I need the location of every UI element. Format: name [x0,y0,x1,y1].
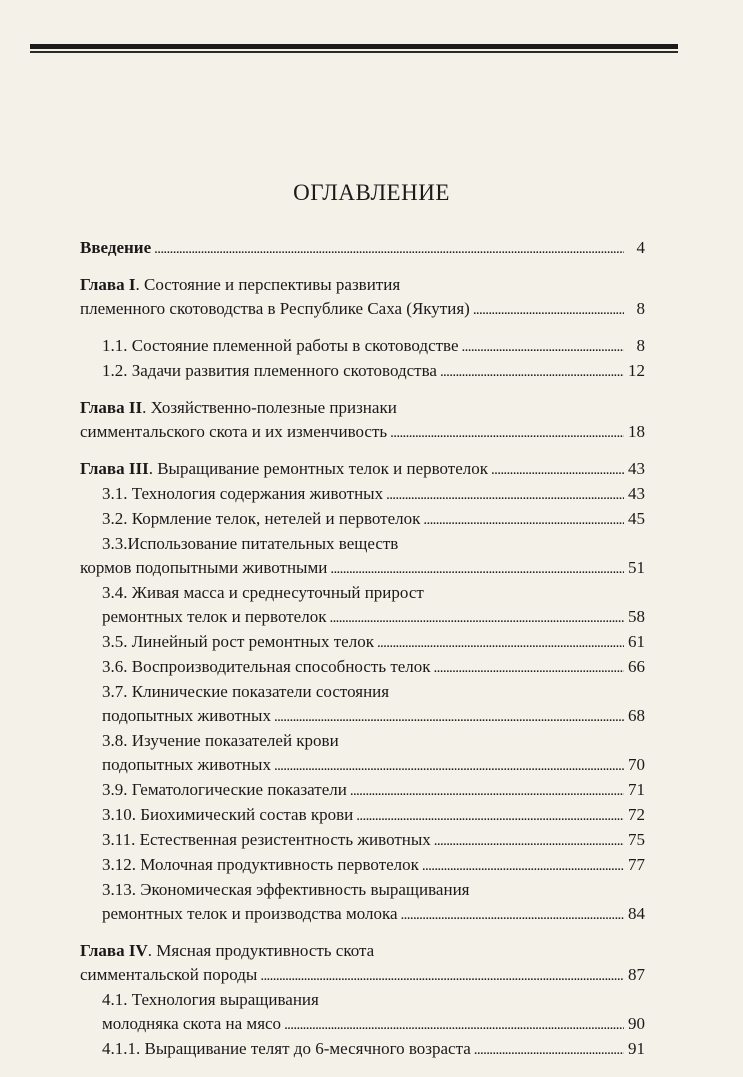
toc-entry-bold: Глава II [80,398,143,417]
toc-entry-text: ремонтных телок и первотелок [102,607,327,626]
toc-page-number: 91 [628,1039,645,1058]
toc-entry-text: ремонтных телок и производства молока [102,904,398,923]
toc-entry-bold: Глава I [80,275,136,294]
toc-entry-text: 4.1.1. Выращивание телят до 6-месячного возраста [102,1039,471,1058]
toc-page-number: 45 [628,509,645,528]
toc-entry-text: племенного скотоводства в Республике Саха (Якутия) [80,299,470,318]
dot-leader [330,556,624,581]
toc-entry-chapter-2[interactable] [80,396,645,445]
dot-leader [356,803,624,828]
toc-entry-text: подопытных животных [102,706,271,725]
toc-page-number: 43 [628,484,645,503]
toc-entry-text: симментальской породы [80,965,258,984]
toc-page-number: 18 [628,422,645,441]
toc-page-number: 72 [628,805,645,824]
toc-entry-text: . Выращивание ремонтных телок и первотелок [148,459,489,478]
dot-leader [434,655,624,680]
toc-page-number: 58 [628,607,645,626]
dot-leader [491,457,624,482]
toc-page-number: 70 [628,755,645,774]
toc-page-number: 43 [628,459,645,478]
toc-entry-3-4[interactable] [102,581,645,630]
toc-entry-3-9[interactable] [102,778,645,803]
toc-entry-1-2[interactable] [102,359,645,384]
toc-entry-3-5[interactable] [102,630,645,655]
toc-page-number: 8 [636,299,645,318]
toc-page-number: 90 [628,1014,645,1033]
toc-page-number: 84 [628,904,645,923]
dot-leader [434,828,624,853]
dot-leader [274,704,624,729]
toc-entry-text: . Состояние и перспективы развития [135,275,401,294]
toc-page-number: 77 [628,855,645,874]
toc-entry-1-1[interactable] [102,334,645,359]
toc-page-number: 51 [628,558,645,577]
toc-entry-text: . Мясная продуктивность скота [147,941,375,960]
toc-entry-chapter-1[interactable] [80,273,645,322]
toc-entry-text: 3.4. Живая масса и среднесуточный прирост [102,583,424,602]
toc-entry-text: 3.10. Биохимический состав крови [102,805,354,824]
toc-page-number: 68 [628,706,645,725]
toc-entry-chapter-4[interactable] [80,939,645,988]
dot-leader [377,630,624,655]
toc-page-number: 75 [628,830,645,849]
dot-leader [422,853,624,878]
table-of-contents [80,236,645,1062]
dot-leader [423,507,624,532]
header-rule-thin [30,51,678,53]
page-title: ОГЛАВЛЕНИЕ [293,180,450,205]
dot-leader [401,902,624,927]
toc-entry-text: симментальского скота и их изменчивость [80,422,388,441]
toc-entry-4-1-1[interactable] [102,1037,645,1062]
toc-entry-text: 3.3.Использование питательных веществ [102,534,399,553]
dot-leader [154,236,624,261]
toc-entry-text: 3.8. Изучение показателей крови [102,731,339,750]
toc-page-number: 61 [628,632,645,651]
toc-entry-3-13[interactable] [102,878,645,927]
toc-page-number: 87 [628,965,645,984]
toc-entry-3-1[interactable] [102,482,645,507]
toc-entry-text: 3.9. Гематологические показатели [102,780,347,799]
dot-leader [386,482,624,507]
toc-entry-intro[interactable] [80,236,645,261]
dot-leader [284,1012,624,1037]
toc-entry-3-8[interactable] [102,729,645,778]
toc-entry-text: 4.1. Технология выращивания [102,990,319,1009]
toc-entry-bold: Глава IV [80,941,148,960]
toc-entry-text: 3.12. Молочная продуктивность первотелок [102,855,419,874]
dot-leader [474,1037,624,1062]
toc-entry-chapter-3[interactable] [80,457,645,482]
dot-leader [274,753,624,778]
toc-entry-3-11[interactable] [102,828,645,853]
toc-entry-3-2[interactable] [102,507,645,532]
toc-page-number: 66 [628,657,645,676]
toc-entry-text: 3.7. Клинические показатели состояния [102,682,390,701]
dot-leader [462,334,624,359]
toc-page-number: 8 [636,336,645,355]
toc-entry-bold: Введение [80,238,152,257]
dot-leader [390,420,624,445]
toc-entry-text: подопытных животных [102,755,271,774]
toc-entry-text: 3.5. Линейный рост ремонтных телок [102,632,374,651]
toc-page-number: 12 [628,361,645,380]
toc-entry-3-12[interactable] [102,853,645,878]
toc-entry-text: 3.11. Естественная резистентность животных [102,830,431,849]
dot-leader [260,963,624,988]
toc-entry-3-10[interactable] [102,803,645,828]
toc-entry-3-6[interactable] [102,655,645,680]
dot-leader [350,778,624,803]
dot-leader [473,297,624,322]
toc-entry-4-1[interactable] [102,988,645,1037]
toc-entry-text: 3.6. Воспроизводительная способность телок [102,657,431,676]
toc-entry-text: . Хозяйственно-полезные признаки [142,398,397,417]
dot-leader [440,359,624,384]
toc-entry-text: 3.13. Экономическая эффективность выращивания [102,880,470,899]
toc-entry-text: кормов подопытными животными [80,558,328,577]
toc-entry-bold: Глава III [80,459,149,478]
toc-entry-3-7[interactable] [102,680,645,729]
toc-page-number: 4 [636,238,645,257]
dot-leader [329,605,624,630]
toc-entry-3-3[interactable] [80,532,645,581]
toc-entry-text: 1.1. Состояние племенной работы в скотоводстве [102,336,459,355]
toc-page-number: 71 [628,780,645,799]
toc-entry-text: молодняка скота на мясо [102,1014,282,1033]
toc-entry-text: 3.2. Кормление телок, нетелей и первотелок [102,509,421,528]
toc-entry-text: 3.1. Технология содержания животных [102,484,384,503]
header-rule-thick [30,44,678,49]
toc-entry-text: 1.2. Задачи развития племенного скотоводства [102,361,437,380]
